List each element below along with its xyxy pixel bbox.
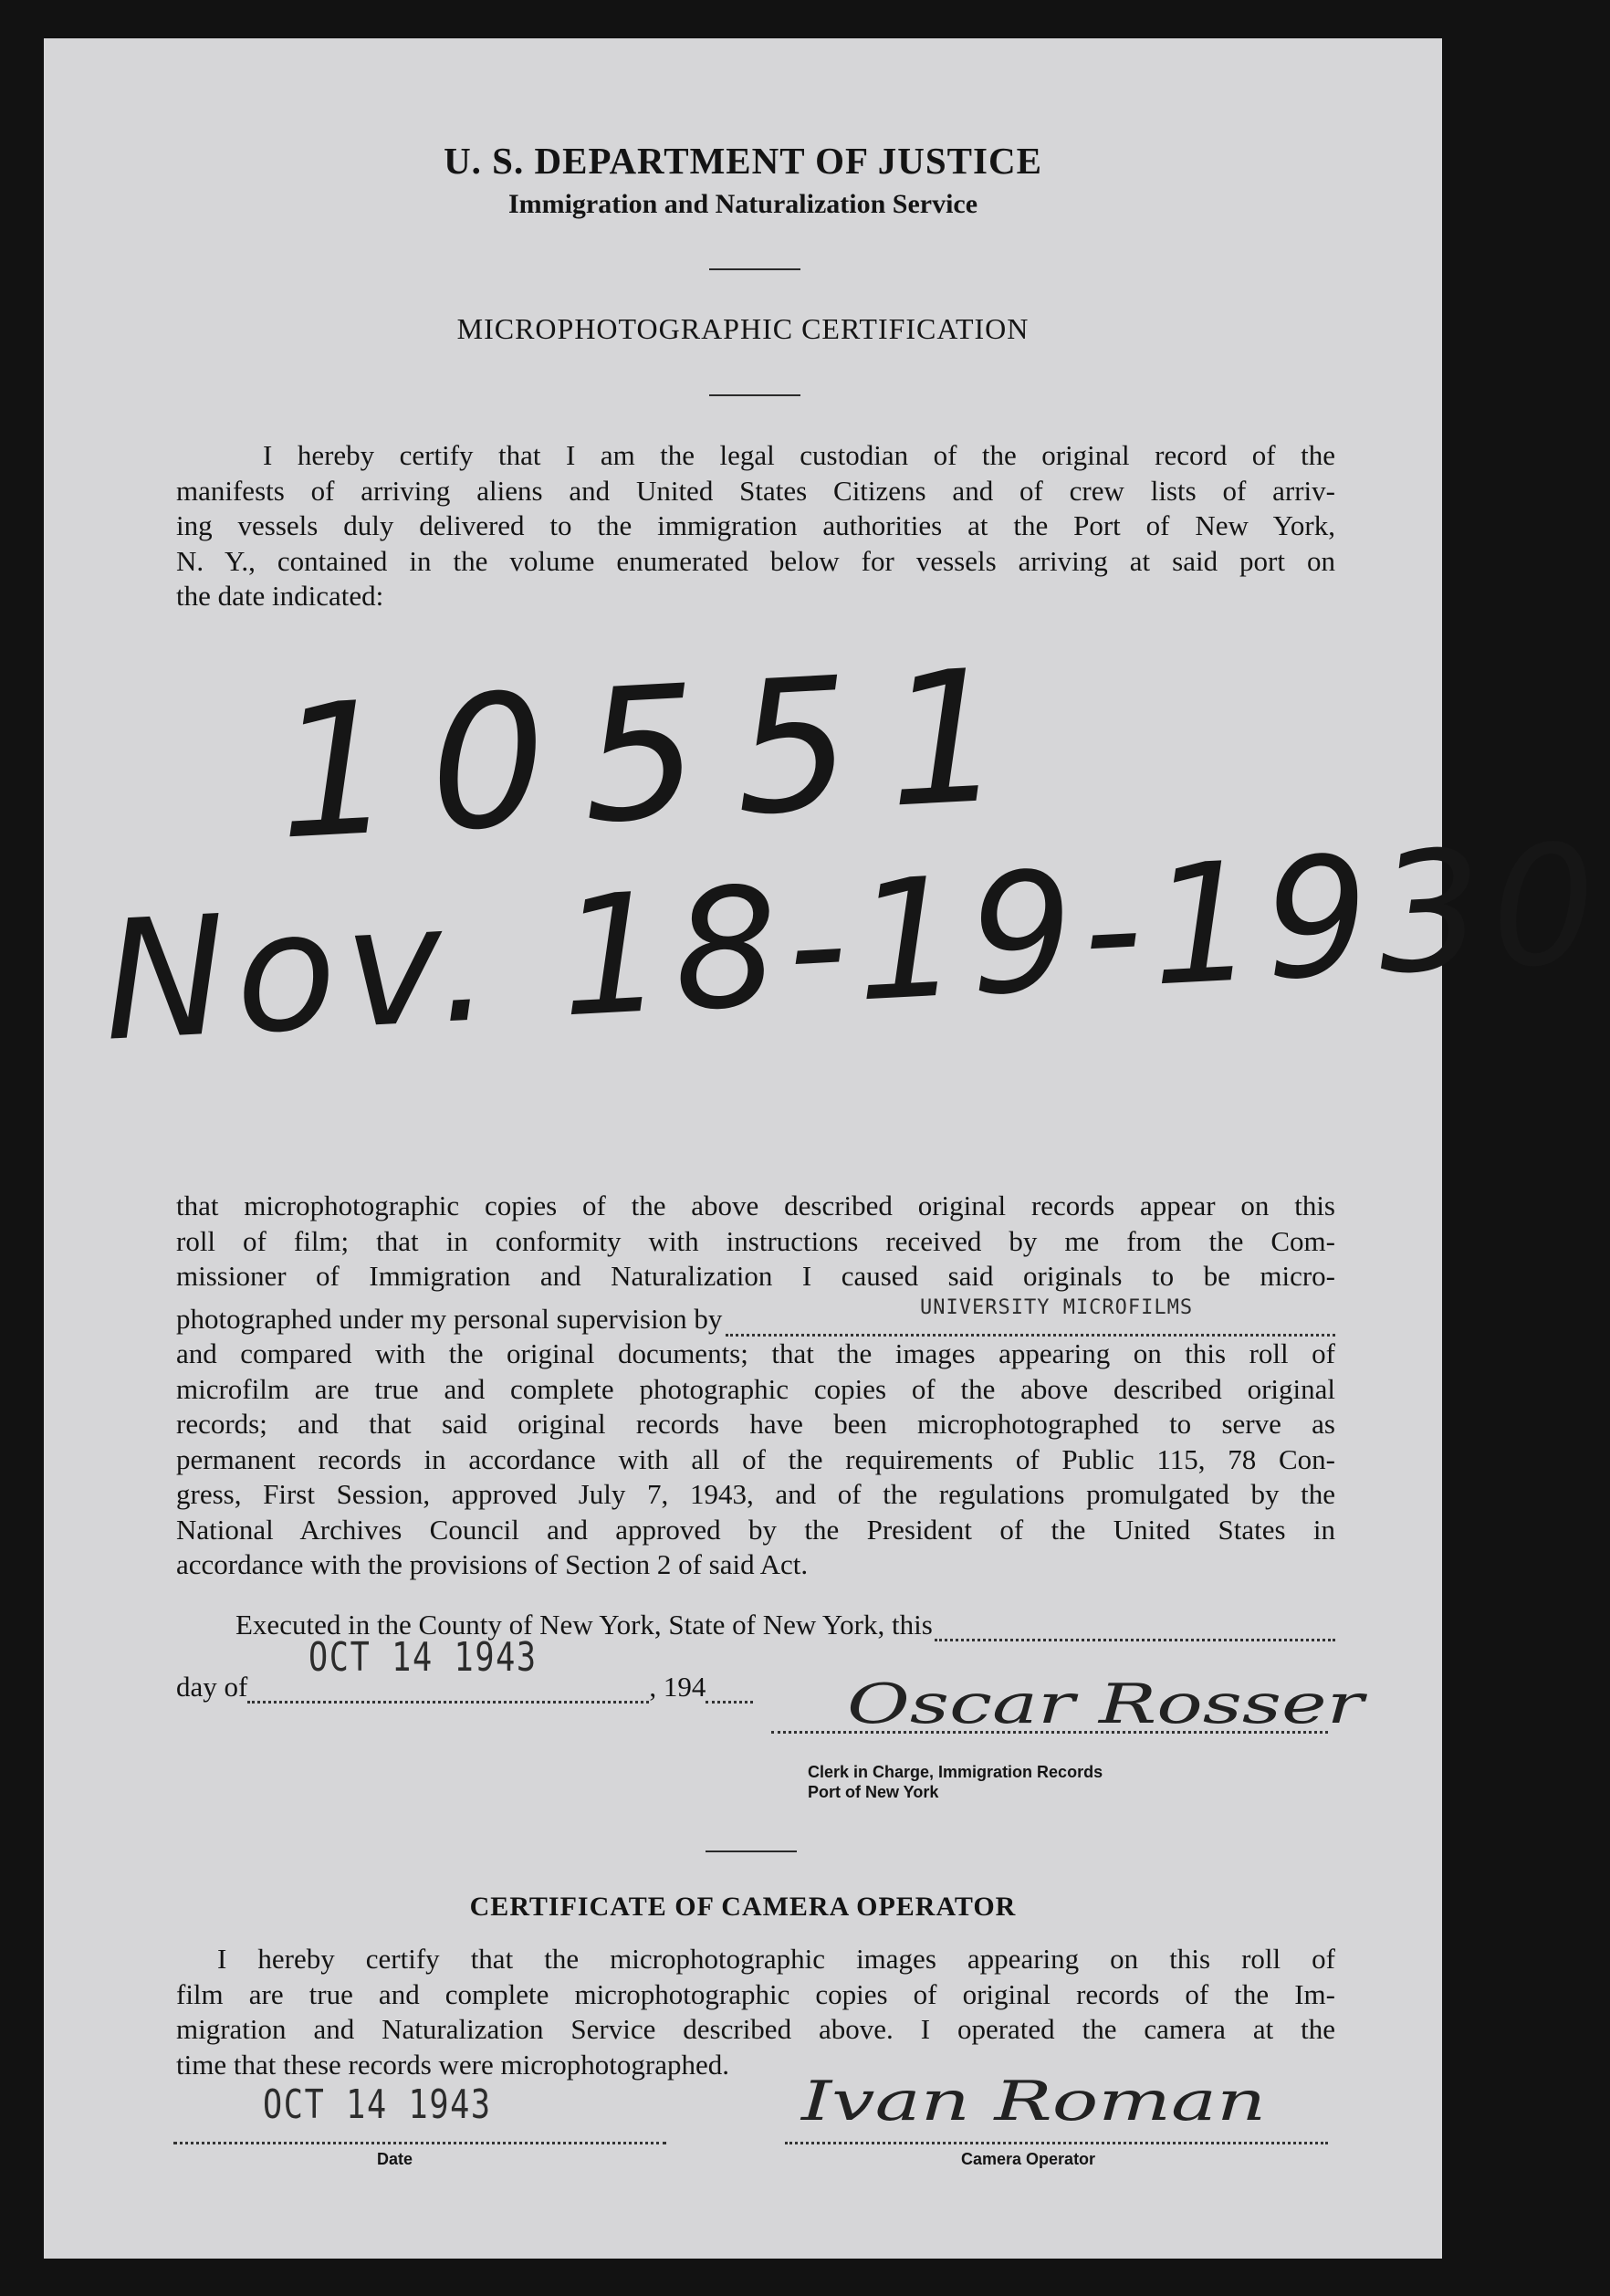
clerk-signature-line <box>771 1727 1328 1734</box>
executed-label: Executed in the County of New York, State of New York, this <box>235 1609 933 1641</box>
copies-line: records; and that said original records have been microphotographed to serve as <box>176 1408 1335 1440</box>
copies-line: National Archives Council and approved by the President of the United States in <box>176 1513 1335 1546</box>
copies-paragraph <box>176 1189 1335 1583</box>
custodian-line: the date indicated: <box>176 580 384 612</box>
filmed-by-label: photographed under my personal supervision by <box>176 1302 723 1335</box>
custodian-line: ing vessels duly delivered to the immigration authorities at the Port of New York, <box>176 509 1335 541</box>
custodian-line: I hereby certify that I am the legal custodian of the original record of the <box>263 439 1335 471</box>
year-label: , 194 <box>649 1671 706 1703</box>
operator-date-stamp: OCT 14 1943 <box>263 2081 492 2128</box>
copies-line: accordance with the provisions of Section 2 of said Act. <box>176 1548 809 1580</box>
filmed-by-stamp: UNIVERSITY MICROFILMS <box>920 1296 1194 1319</box>
copies-line: roll of film; that in conformity with instructions received by me from the Com- <box>176 1224 1335 1257</box>
department-heading: U. S. DEPARTMENT OF JUSTICE <box>444 140 1042 182</box>
certificate-sheet <box>44 38 1610 2259</box>
operator-line: I hereby certify that the microphotographic images appearing on this roll of <box>217 1943 1335 1975</box>
custodian-paragraph <box>176 438 1335 614</box>
clerk-title-block <box>808 1762 1103 1802</box>
operator-line: time that these records were microphotographed. <box>176 2048 729 2081</box>
clerk-title: Clerk in Charge, Immigration Records <box>808 1763 1103 1781</box>
handwritten-volume-number: 10551 <box>272 628 1046 881</box>
year-dotted-line <box>706 1677 753 1704</box>
operator-divider <box>706 1850 797 1852</box>
camera-operator-label: Camera Operator <box>961 2150 1096 2168</box>
title-divider <box>709 394 800 396</box>
copies-line: and compared with the original documents; that the images appearing on this roll of <box>176 1337 1335 1369</box>
copies-line: that microphotographic copies of the above described original records appear on this <box>176 1190 1335 1221</box>
operator-date-line <box>173 2138 666 2144</box>
copies-line: gress, First Session, approved July 7, 1943, and of the regulations promulgated by the <box>176 1478 1335 1510</box>
operator-date-label: Date <box>377 2150 413 2168</box>
handwritten-arrival-dates: Nov. 18-19-1930 <box>99 808 1610 1078</box>
copies-line: missioner of Immigration and Naturalization I caused said originals to be micro- <box>176 1260 1335 1292</box>
day-of-dotted-line <box>247 1677 649 1704</box>
execution-date-stamp: OCT 14 1943 <box>308 1634 538 1681</box>
service-heading: Immigration and Naturalization Service <box>507 189 978 219</box>
camera-operator-heading: CERTIFICATE OF CAMERA OPERATOR <box>469 1892 1017 1922</box>
clerk-signature: Oscar Rosser <box>847 1672 1364 1736</box>
operator-signature: Ivan Roman <box>801 2070 1267 2133</box>
camera-operator-paragraph <box>176 1942 1335 2082</box>
operator-signature-line <box>785 2138 1328 2144</box>
custodian-line: manifests of arriving aliens and United States Citizens and of crew lists of arriv- <box>176 474 1335 507</box>
executed-dotted-line <box>935 1615 1335 1641</box>
operator-line: film are true and complete microphotographic copies of original records of the Im- <box>176 1977 1335 2010</box>
day-of-label: day of <box>176 1671 248 1703</box>
copies-line: microfilm are true and complete photographic copies of the above described original <box>176 1372 1335 1405</box>
header-divider <box>709 268 800 270</box>
operator-line: migration and Naturalization Service described above. I operated the camera at the <box>176 2013 1335 2045</box>
certification-title: MICROPHOTOGRAPHIC CERTIFICATION <box>456 312 1030 345</box>
custodian-line: N. Y., contained in the volume enumerated below for vessels arriving at said port on <box>176 544 1335 577</box>
copies-line: permanent records in accordance with all of the requirements of Public 115, 78 Con- <box>176 1442 1335 1475</box>
clerk-office: Port of New York <box>808 1783 939 1801</box>
